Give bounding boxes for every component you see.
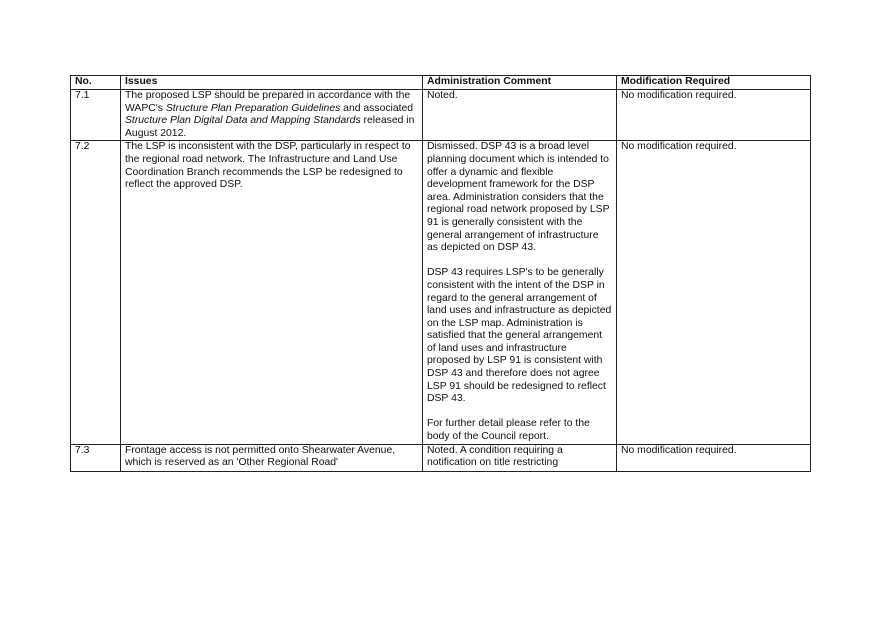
comment-cell bbox=[423, 141, 617, 444]
table-body bbox=[71, 90, 811, 472]
comment-paragraph: For further detail please refer to the body of the Council report. bbox=[427, 418, 590, 443]
row-number: 7.2 bbox=[71, 141, 121, 444]
header-issues: Issues bbox=[121, 76, 423, 90]
issue-text: The proposed LSP should be prepared in accordance with the WAPC's bbox=[125, 90, 411, 114]
modification-cell: No modification required. bbox=[617, 444, 811, 471]
comment-paragraph: Dismissed. DSP 43 is a broad level planning document which is intended to offer a dynamic and flexible development framework for the DSP area. Administration considers that the regional road network proposed by LSP 91 is generally consistent with the general arrangement of infrastructure as depicted on DSP 43. bbox=[427, 141, 610, 254]
comment-paragraph: Noted. bbox=[427, 90, 458, 101]
row-number: 7.1 bbox=[71, 90, 121, 141]
modification-cell: No modification required. bbox=[617, 141, 811, 444]
header-admin-comment: Administration Comment bbox=[423, 76, 617, 90]
comment-cell bbox=[423, 444, 617, 471]
comment-cell bbox=[423, 90, 617, 141]
table-header bbox=[71, 76, 811, 90]
comment-paragraph: Noted. A condition requiring a notification on title restricting bbox=[427, 444, 563, 469]
row-number: 7.3 bbox=[71, 444, 121, 471]
table-row bbox=[71, 444, 811, 471]
comment-paragraph: DSP 43 requires LSP's to be generally consistent with the intent of the DSP in regard to the general arrangement of land uses and infrastructure as depicted on the LSP map. Administration is satisfied that the general arrangement of land uses and infrastructure proposed by LSP 91 is consistent with DSP 43 and therefore does not agree LSP 91 should be redesigned to reflect DSP 43. bbox=[427, 267, 612, 405]
modification-cell: No modification required. bbox=[617, 90, 811, 141]
table-row bbox=[71, 90, 811, 141]
issue-text: and associated bbox=[340, 102, 414, 114]
header-no: No. bbox=[71, 76, 121, 90]
issues-table bbox=[70, 75, 811, 472]
table-row bbox=[71, 141, 811, 444]
issue-text: released in August 2012. bbox=[125, 115, 415, 139]
header-modification-required: Modification Required bbox=[617, 76, 811, 90]
header-row bbox=[71, 76, 811, 90]
issue-cell: The LSP is inconsistent with the DSP, particularly in respect to the regional road network. The Infrastructure and Land Use Coordination Branch recommends the LSP be redesigned to reflect the approved DSP. bbox=[121, 141, 423, 444]
issue-cell bbox=[121, 90, 423, 141]
issue-italic-title: Structure Plan Digital Data and Mapping Standards bbox=[125, 115, 361, 127]
issue-italic-title: Structure Plan Preparation Guidelines bbox=[165, 102, 341, 114]
issue-cell: Frontage access is not permitted onto Shearwater Avenue, which is reserved as an 'Other Regional Road' bbox=[121, 444, 423, 471]
